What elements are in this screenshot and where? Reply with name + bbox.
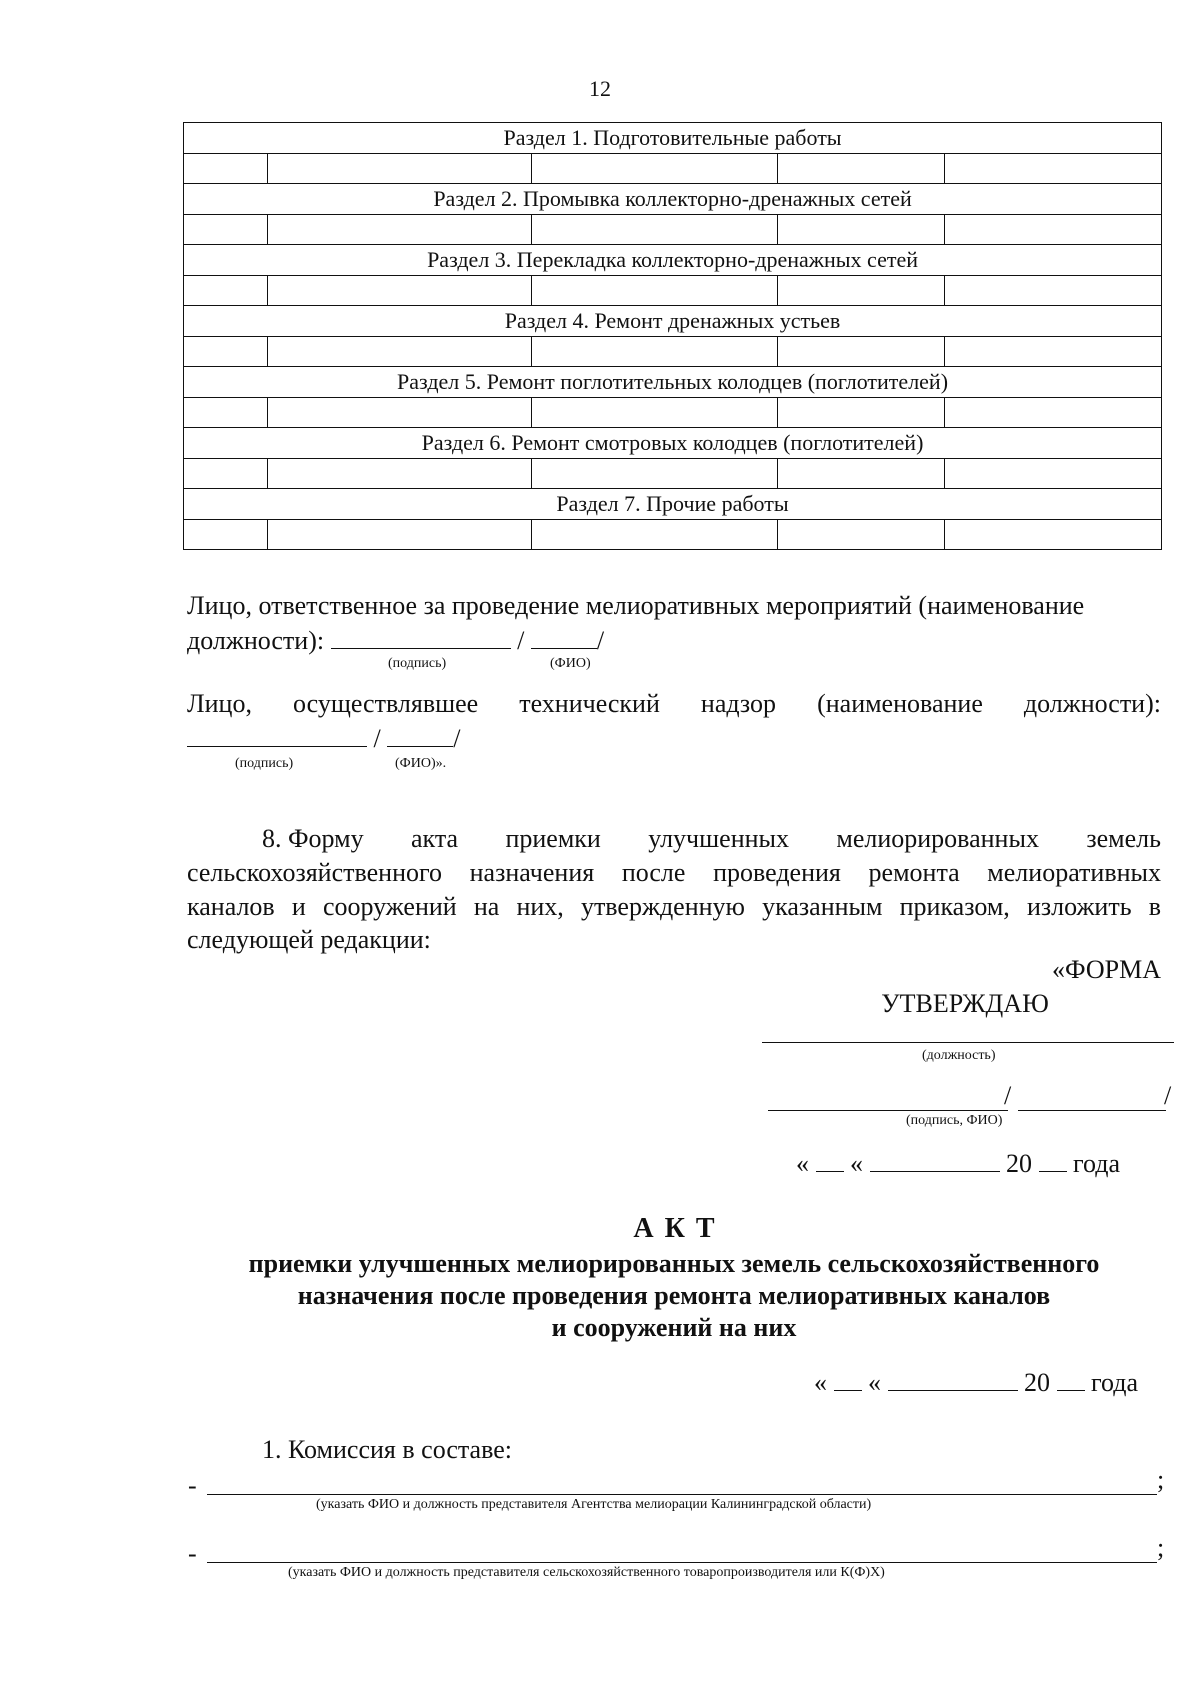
table-cell (778, 459, 945, 489)
word: осуществлявшее (293, 689, 479, 718)
dash: - (188, 1471, 197, 1500)
slash: / (596, 626, 605, 655)
caption-signature: (подпись) (235, 756, 294, 771)
page-number: 12 (589, 76, 611, 101)
dash: - (188, 1539, 197, 1568)
semicolon: ; (1157, 1465, 1165, 1494)
section-header-3: Раздел 3. Перекладка коллекторно-дренажных сетей (184, 245, 1162, 276)
word: акта (411, 824, 459, 853)
responsible-line-1: Лицо, ответственное за проведение мелиоративных мероприятий (наименование (187, 591, 1085, 620)
table-cell (778, 337, 945, 367)
table-cell (532, 154, 778, 184)
approve-label: УТВЕРЖДАЮ (881, 989, 1049, 1018)
table-cell (778, 276, 945, 306)
table-cell (945, 459, 1162, 489)
slash: / (517, 626, 525, 655)
word: должности): (1023, 689, 1161, 718)
approver-signature-field[interactable] (768, 1110, 1008, 1111)
table-cell (532, 398, 778, 428)
word: улучшенных (648, 824, 789, 853)
act-subtitle-line-2: назначения после проведения ремонта мелиоративных каналов (297, 1281, 1051, 1310)
table-cell (184, 520, 268, 550)
date-day-field[interactable] (834, 1366, 862, 1391)
form-label: «ФОРМА (1052, 955, 1161, 984)
date-year-field[interactable] (1039, 1147, 1067, 1172)
supervisor-line-1 (187, 688, 1161, 720)
section-header-7: Раздел 7. Прочие работы (184, 489, 1162, 520)
responsible-position-label: должности): (187, 626, 325, 655)
quote-open: « (796, 1149, 809, 1178)
word: технический (519, 689, 660, 718)
word: приемки (505, 824, 601, 853)
word: (наименование (817, 689, 983, 718)
paragraph-8-line-4: следующей редакции: (187, 925, 431, 954)
position-field[interactable] (762, 1042, 1174, 1043)
supervisor-name-field[interactable] (387, 722, 453, 747)
paragraph-8-line-2: сельскохозяйственного назначения после проведения ремонта мелиоративных (187, 858, 1161, 887)
year-prefix: 20 (1006, 1149, 1032, 1178)
table-cell (184, 215, 268, 245)
caption-member-1: (указать ФИО и должность представителя Агентства мелиорации Калининградской области) (316, 1497, 872, 1512)
caption-name: (ФИО)». (395, 756, 447, 771)
slash: / (1004, 1081, 1012, 1110)
supervisor-line-2 (187, 722, 460, 755)
act-subtitle-line-3: и сооружений на них (551, 1313, 797, 1342)
table-cell (268, 459, 532, 489)
table-cell (945, 398, 1162, 428)
word: надзор (700, 689, 777, 718)
section-header-2: Раздел 2. Промывка коллекторно-дренажных сетей (184, 184, 1162, 215)
table-cell (532, 276, 778, 306)
table-cell (532, 337, 778, 367)
table-cell (945, 276, 1162, 306)
table-cell (778, 520, 945, 550)
act-title: А К Т (633, 1213, 717, 1244)
date-day-field[interactable] (816, 1147, 844, 1172)
section-header-5: Раздел 5. Ремонт поглотительных колодцев (поглотителей) (184, 367, 1162, 398)
year-suffix: года (1073, 1149, 1121, 1178)
approval-date (796, 1147, 1120, 1180)
table-cell (778, 154, 945, 184)
table-cell (268, 337, 532, 367)
year-suffix: года (1091, 1368, 1139, 1397)
table-cell (184, 337, 268, 367)
quote-close: « (868, 1368, 881, 1397)
table-cell (778, 215, 945, 245)
word: мелиорированных (836, 824, 1039, 853)
table-cell (945, 154, 1162, 184)
table-cell (532, 459, 778, 489)
table-cell (268, 154, 532, 184)
table-cell (268, 215, 532, 245)
table-cell (778, 398, 945, 428)
section-header-6: Раздел 6. Ремонт смотровых колодцев (поглотителей) (184, 428, 1162, 459)
date-month-field[interactable] (888, 1366, 1018, 1391)
section-header-1: Раздел 1. Подготовительные работы (184, 123, 1162, 154)
responsible-line-2 (187, 624, 604, 657)
table-cell (184, 398, 268, 428)
quote-open: « (814, 1368, 827, 1397)
date-year-field[interactable] (1057, 1366, 1085, 1391)
caption-name: (ФИО) (550, 656, 591, 671)
paragraph-8-line-3: каналов и сооружений на них, утвержденную указанным приказом, изложить в (187, 892, 1161, 921)
commission-member-2-field[interactable] (207, 1562, 1157, 1563)
caption-signature: (подпись) (388, 656, 447, 671)
year-prefix: 20 (1024, 1368, 1050, 1397)
section-header-4: Раздел 4. Ремонт дренажных устьев (184, 306, 1162, 337)
table-cell (945, 215, 1162, 245)
act-date (814, 1366, 1138, 1399)
slash: / (373, 724, 381, 753)
word: Лицо, (187, 689, 252, 718)
table-cell (268, 276, 532, 306)
act-subtitle-line-1: приемки улучшенных мелиорированных земель сельскохозяйственного (248, 1249, 1100, 1278)
caption-position: (должность) (922, 1048, 996, 1063)
date-month-field[interactable] (870, 1147, 1000, 1172)
table-cell (184, 154, 268, 184)
responsible-name-field[interactable] (531, 624, 597, 649)
approver-name-field[interactable] (1018, 1110, 1166, 1111)
responsible-signature-field[interactable] (331, 624, 511, 649)
supervisor-signature-field[interactable] (187, 722, 367, 747)
quote-close: « (850, 1149, 863, 1178)
table-cell (184, 276, 268, 306)
caption-signature-name: (подпись, ФИО) (906, 1113, 1003, 1128)
table-cell (268, 520, 532, 550)
slash: / (1164, 1081, 1172, 1110)
semicolon: ; (1157, 1533, 1165, 1562)
table-cell (945, 337, 1162, 367)
paragraph-8-line-1 (262, 823, 1161, 855)
commission-heading: 1. Комиссия в составе: (262, 1435, 512, 1464)
table-cell (532, 520, 778, 550)
word: земель (1086, 824, 1161, 853)
slash: / (453, 724, 461, 753)
caption-member-2: (указать ФИО и должность представителя сельскохозяйственного товаропроизводителя или К(Ф)Х) (288, 1565, 885, 1580)
table-cell (532, 215, 778, 245)
word: 8. Форму (262, 824, 364, 853)
commission-member-1-field[interactable] (207, 1494, 1157, 1495)
work-sections-table (183, 122, 1162, 550)
table-cell (945, 520, 1162, 550)
table-cell (268, 398, 532, 428)
table-cell (184, 459, 268, 489)
